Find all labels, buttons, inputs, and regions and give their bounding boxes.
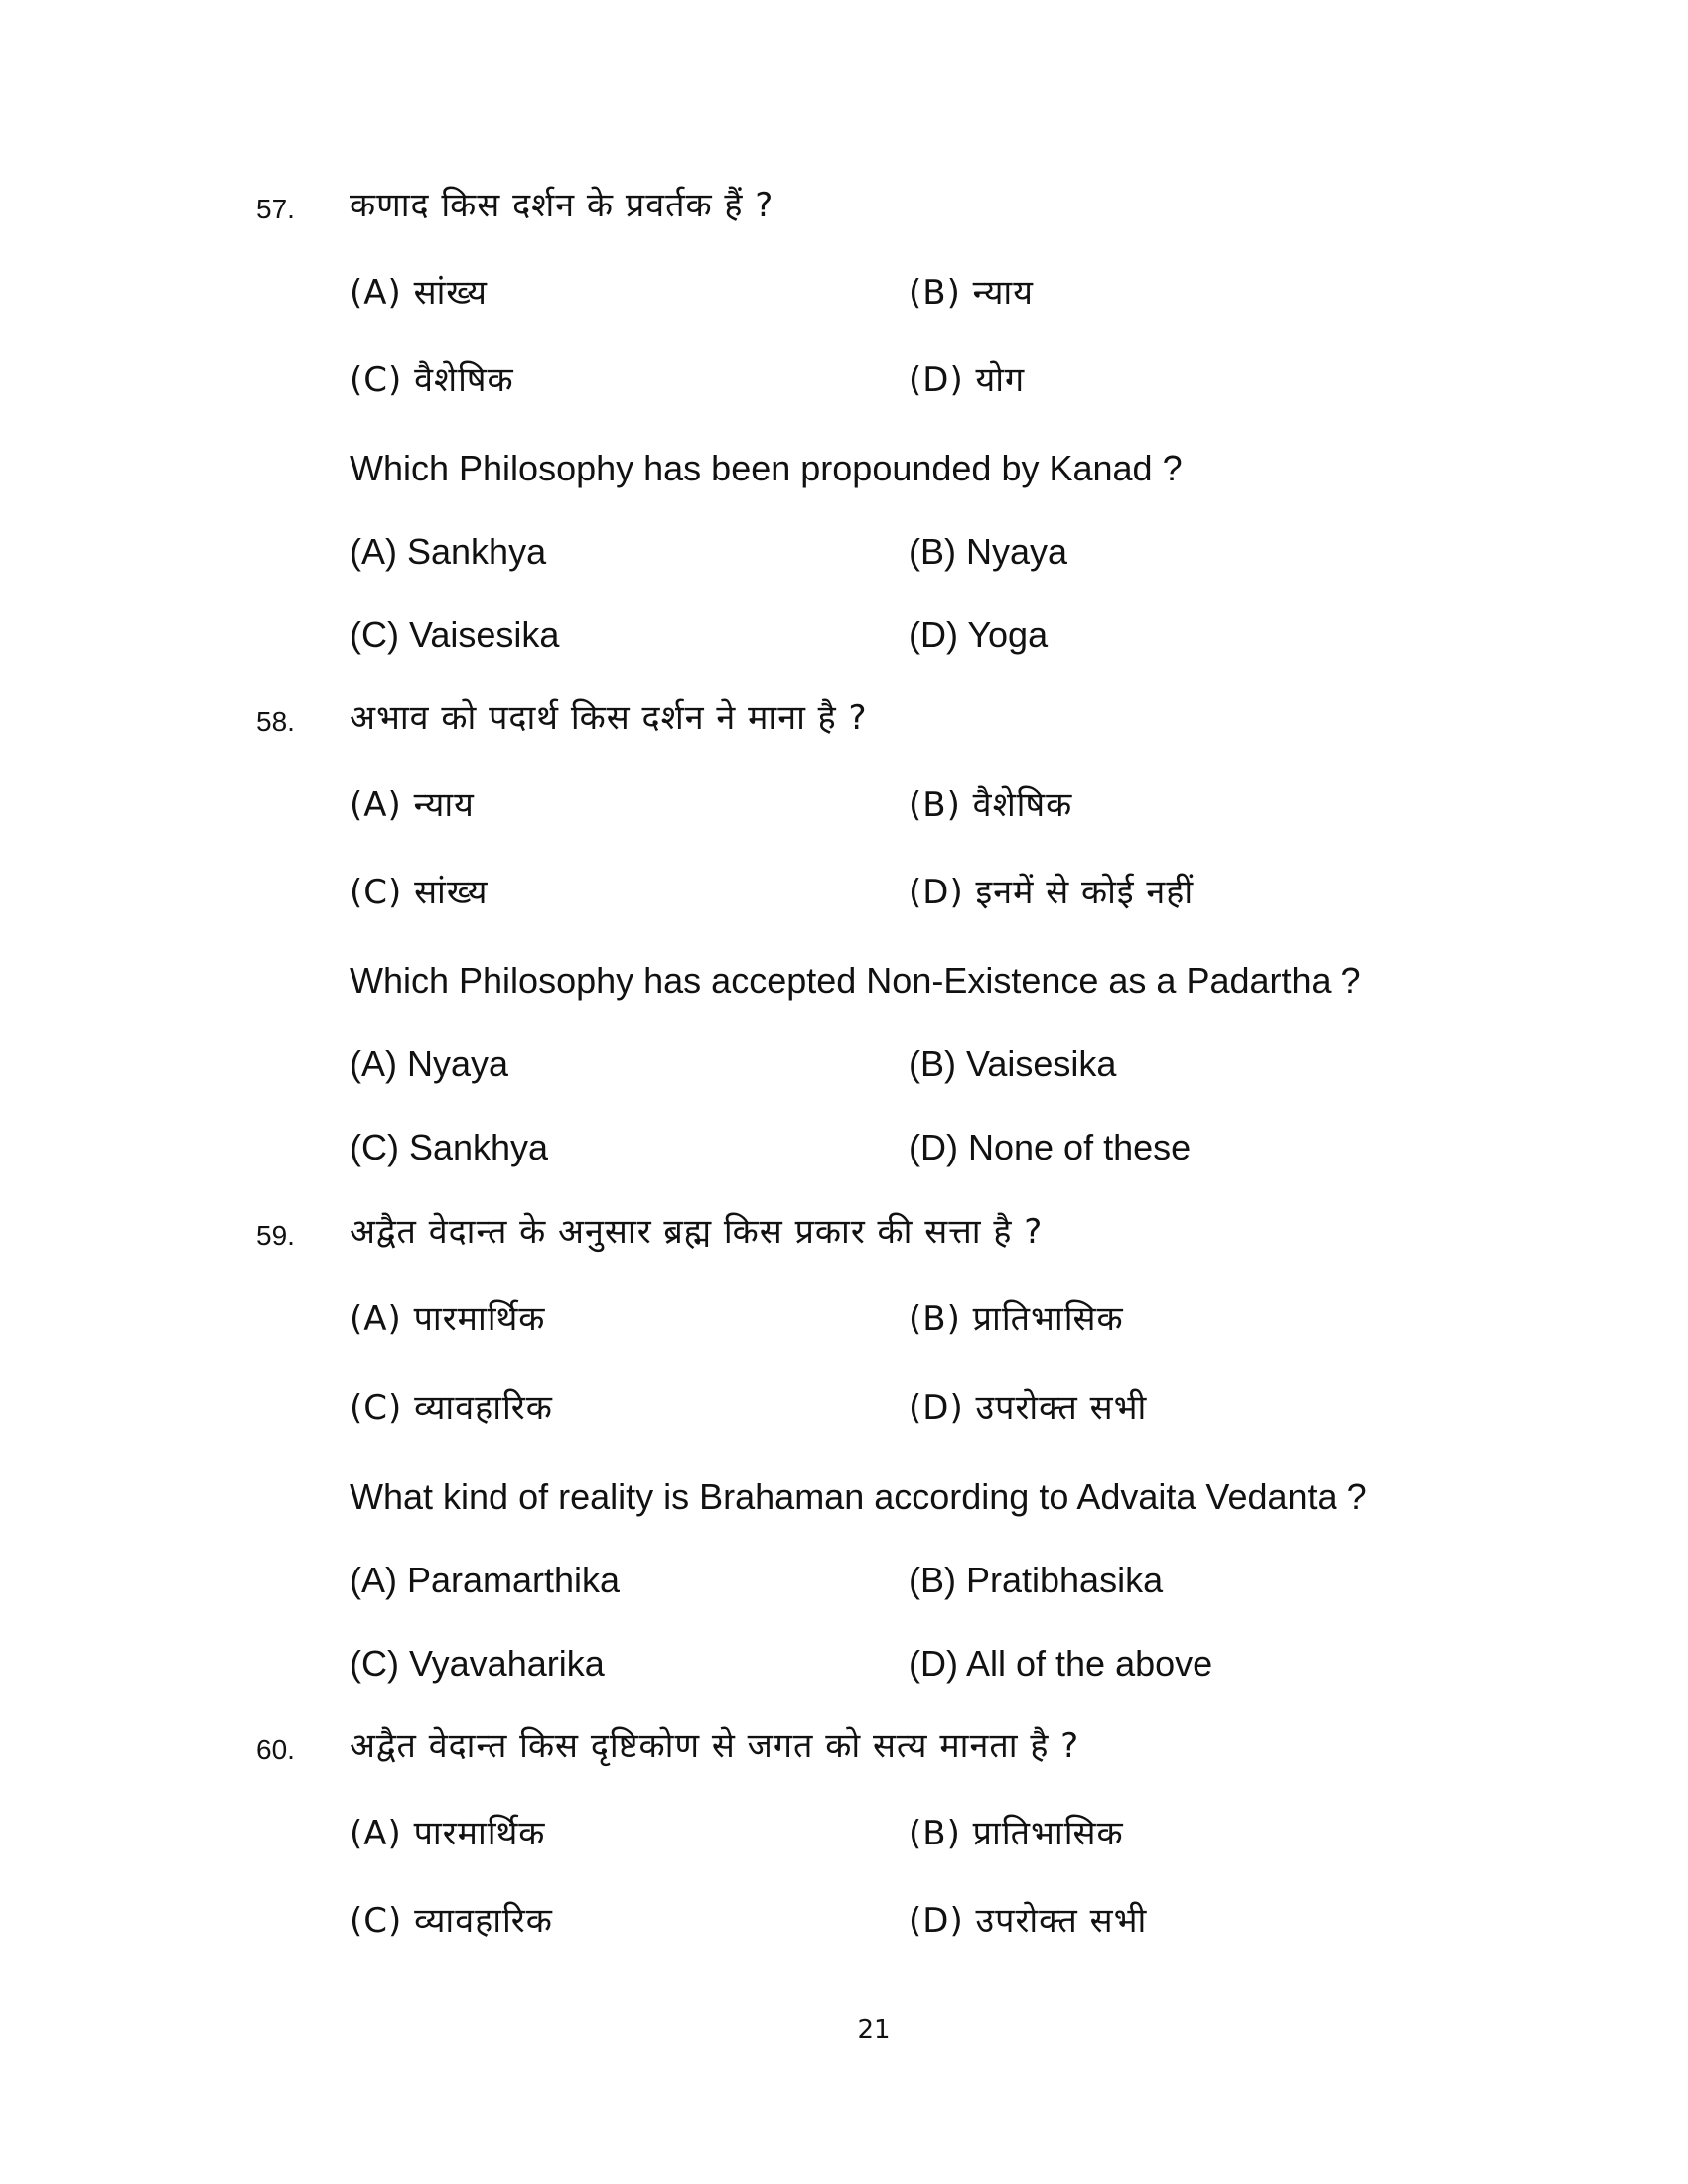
option-c-english: (C) Vyavaharika: [350, 1643, 605, 1684]
option-c-hindi: (C) व्यावहारिक: [350, 1901, 553, 1941]
option-b-english: (B) Nyaya: [909, 531, 1068, 572]
option-b-hindi: (B) न्याय: [909, 273, 1034, 313]
question-stem-english: Which Philosophy has been propounded by Kanad ?: [350, 448, 1183, 488]
option-b-english: (B) Vaisesika: [909, 1043, 1117, 1084]
question-stem-hindi: अभाव को पदार्थ किस दर्शन ने माना है ?: [350, 698, 868, 738]
option-a-english: (A) Paramarthika: [350, 1560, 621, 1600]
option-c-hindi: (C) सांख्य: [350, 873, 489, 912]
option-b-english: (B) Pratibhasika: [909, 1560, 1164, 1600]
option-d-english: (D) None of these: [909, 1127, 1192, 1167]
option-d-english: (D) All of the above: [909, 1643, 1213, 1684]
option-c-english: (C) Vaisesika: [350, 614, 560, 655]
option-b-hindi: (B) प्रातिभासिक: [909, 1299, 1124, 1339]
option-a-english: (A) Nyaya: [350, 1043, 509, 1084]
option-d-hindi: (D) इनमें से कोई नहीं: [909, 873, 1195, 912]
option-c-hindi: (C) व्यावहारिक: [350, 1388, 553, 1428]
option-a-english: (A) Sankhya: [350, 531, 547, 572]
option-d-hindi: (D) योग: [909, 360, 1026, 400]
option-d-hindi: (D) उपरोक्त सभी: [909, 1901, 1148, 1941]
question-stem-hindi: अद्वैत वेदान्त किस दृष्टिकोण से जगत को सत्य मानता है ?: [350, 1726, 1080, 1766]
option-c-english: (C) Sankhya: [350, 1127, 549, 1167]
question-stem-english: Which Philosophy has accepted Non-Existence as a Padartha ?: [350, 960, 1361, 1001]
question-stem-hindi: अद्वैत वेदान्त के अनुसार ब्रह्म किस प्रकार की सत्ता है ?: [350, 1212, 1044, 1252]
option-a-hindi: (A) पारमार्थिक: [350, 1299, 546, 1339]
option-a-hindi: (A) न्याय: [350, 785, 475, 825]
question-number: 60.: [256, 1734, 295, 1765]
option-b-hindi: (B) वैशेषिक: [909, 785, 1073, 825]
question-number: 59.: [256, 1220, 295, 1251]
option-a-hindi: (A) पारमार्थिक: [350, 1814, 546, 1853]
question-stem-english: What kind of reality is Brahaman according to Advaita Vedanta ?: [350, 1476, 1367, 1517]
option-a-hindi: (A) सांख्य: [350, 273, 488, 313]
option-c-hindi: (C) वैशेषिक: [350, 360, 514, 400]
question-stem-hindi: कणाद किस दर्शन के प्रवर्तक हैं ?: [350, 186, 774, 225]
page-number: 21: [857, 2015, 891, 2045]
option-d-hindi: (D) उपरोक्त सभी: [909, 1388, 1148, 1428]
option-d-english: (D) Yoga: [909, 614, 1049, 655]
option-b-hindi: (B) प्रातिभासिक: [909, 1814, 1124, 1853]
question-number: 58.: [256, 706, 295, 737]
question-number: 57.: [256, 194, 295, 224]
